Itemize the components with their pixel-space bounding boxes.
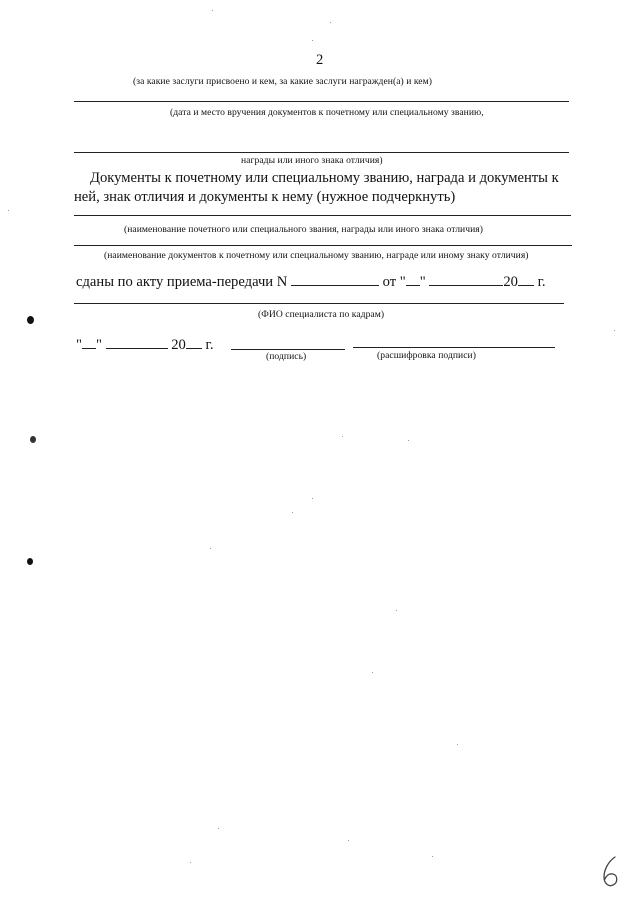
paragraph-line-2: ней, знак отличия и документы к нему (нужное подчеркнуть) (74, 189, 456, 205)
caption-signature-decoding: (расшифровка подписи) (377, 350, 476, 361)
caption-award-sign: награды или иного знака отличия) (241, 155, 383, 166)
signature-year-suffix: г. (205, 337, 214, 353)
handover-prefix: сданы по акту приема-передачи N (76, 274, 288, 290)
punch-hole-mark-middle (30, 436, 36, 443)
handwritten-sheet-number (600, 855, 624, 889)
caption-date-place: (дата и место вручения документов к почетному или специальному званию, (170, 107, 484, 118)
fill-line-hr-specialist (74, 303, 564, 304)
handover-year-prefix: 20 (503, 274, 518, 290)
scan-speck (190, 862, 191, 863)
signature-year-prefix: 20 (171, 337, 186, 353)
punch-hole-mark-top (27, 316, 34, 324)
fill-line-title (74, 215, 571, 216)
signature-year-field[interactable] (186, 335, 202, 349)
signature-row (76, 335, 214, 355)
scan-speck (408, 440, 409, 441)
scan-speck (8, 210, 9, 211)
scan-speck (292, 512, 293, 513)
act-day-field[interactable] (406, 272, 420, 286)
scan-speck (342, 436, 343, 437)
fill-line-documents (74, 245, 572, 246)
signature-field[interactable] (231, 349, 345, 350)
caption-signature: (подпись) (266, 351, 307, 362)
handover-line (76, 272, 546, 292)
caption-docs-name: (наименование документов к почетному или специальному званию, награде или иному знаку отличия) (104, 250, 529, 261)
act-year-field[interactable] (518, 272, 534, 286)
scan-speck (210, 548, 211, 549)
page-number: 2 (316, 52, 324, 68)
paragraph-line-1: Документы к почетному или специальному званию, награда и документы к (90, 170, 559, 186)
caption-hr-specialist: (ФИО специалиста по кадрам) (258, 309, 385, 320)
punch-hole-mark-bottom (27, 558, 33, 565)
scan-speck (212, 10, 213, 11)
fill-line-merits (74, 101, 569, 102)
scan-speck (312, 40, 313, 41)
caption-title-name: (наименование почетного или специального звания, награды или иного знака отличия) (124, 224, 484, 235)
handover-from: от " (382, 274, 406, 290)
scan-speck (372, 672, 373, 673)
scan-speck (218, 828, 219, 829)
signature-month-field[interactable] (106, 335, 168, 349)
signature-decoding-field[interactable] (353, 347, 555, 348)
scan-speck (432, 856, 433, 857)
scan-speck (457, 744, 458, 745)
scan-speck (614, 330, 615, 331)
caption-merits: (за какие заслуги присвоено и кем, за какие заслуги награжден(а) и кем) (133, 76, 432, 87)
signature-day-field[interactable] (82, 335, 96, 349)
scan-speck (330, 22, 331, 23)
fill-line-date-place (74, 152, 569, 153)
signature-quote-open: " (76, 337, 82, 353)
signature-quote-close: " (95, 337, 102, 353)
act-month-field[interactable] (429, 272, 503, 286)
scan-speck (396, 610, 397, 611)
act-number-field[interactable] (291, 272, 379, 286)
scan-speck (312, 498, 313, 499)
handover-quote-close: " (419, 274, 426, 290)
scan-speck (348, 840, 349, 841)
handover-year-suffix: г. (537, 274, 546, 290)
